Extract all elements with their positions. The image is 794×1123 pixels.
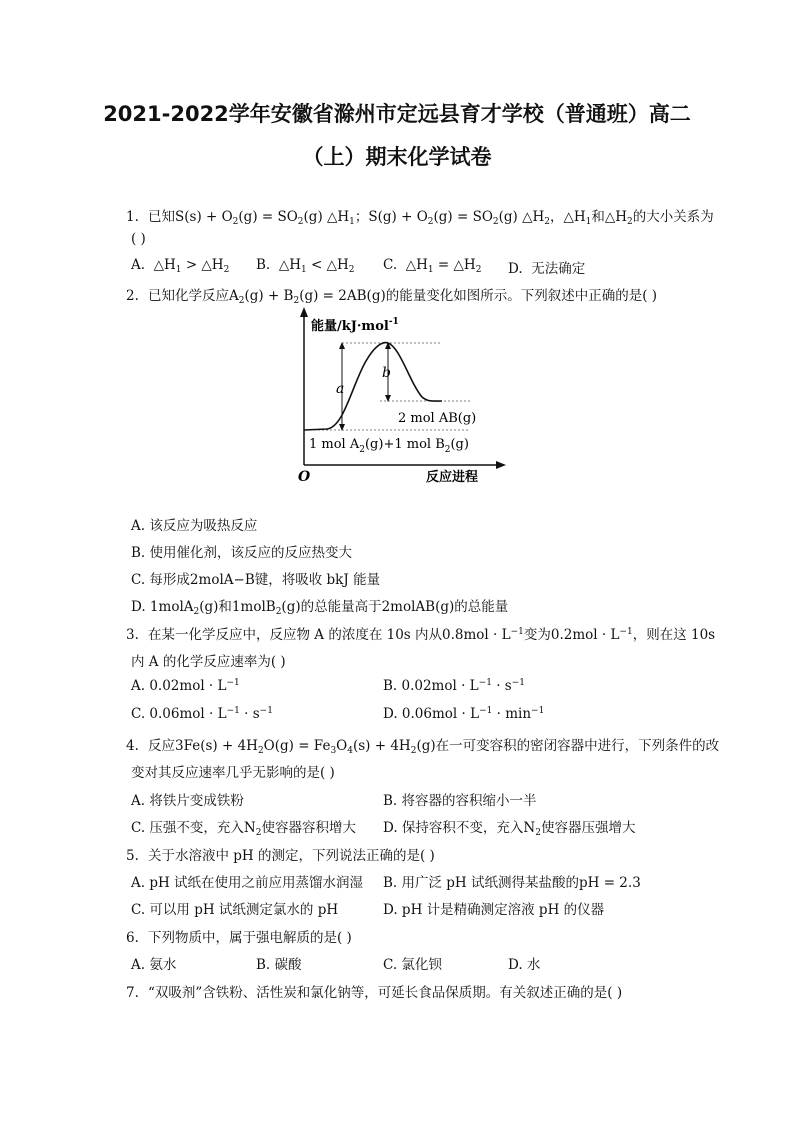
question-5-option-d[interactable]: D. pH 计是精确测定溶液 pH 的仪器	[383, 902, 605, 918]
exam-title-line2: （上）期末化学试卷	[302, 145, 492, 169]
question-5-option-a[interactable]: A. pH 试纸在使用之前应用蒸馏水润湿	[131, 875, 364, 891]
question-number: 2.	[126, 288, 139, 304]
origin-label: O	[298, 469, 311, 485]
energy-diagram	[282, 305, 512, 490]
y-axis-label: 能量/kJ·mol$^{-1}$	[311, 317, 399, 334]
question-number: 3.	[126, 627, 139, 643]
question-4-option-a[interactable]: A. 将铁片变成铁粉	[131, 793, 244, 809]
question-1-stem: 1. 已知$S(s) + O_2(g) = SO_2(g)$ $\triangle H_1$；$S(g) + O_2(g) = SO_2(g)$ $\triangle H_2$，$\triangle H_1$和$\triangle H_2$的大小关系为	[126, 209, 714, 227]
question-6-option-c[interactable]: C. 氯化钡	[383, 957, 442, 973]
question-number: 1.	[126, 209, 139, 225]
question-6-option-b[interactable]: B. 碳酸	[256, 957, 302, 973]
exam-title-line1: 2021-2022学年安徽省滁州市定远县育才学校（普通班）高二	[103, 102, 691, 126]
label-a: a	[336, 381, 345, 397]
question-4-stem-line2: 变对其反应速率几乎无影响的是( )	[131, 765, 335, 781]
question-6-stem: 6. 下列物质中，属于强电解质的是( )	[126, 930, 352, 946]
question-2-option-b[interactable]: B. 使用催化剂，该反应的反应热变大	[131, 545, 353, 561]
x-axis-arrow	[496, 461, 506, 469]
reactant-label: 1 mol $A_2(g)+1$ mol $B_2(g)$	[309, 437, 469, 455]
question-1-option-c[interactable]: C. $\triangle H_1$ = $\triangle H_2$	[383, 257, 482, 275]
question-2-stem: 2. 已知化学反应$A_2(g) + B_2(g) = 2AB(g)$的能量变化如图所示。下列叙述中正确的是( )	[126, 288, 658, 306]
question-1-option-d[interactable]: D. 无法确定	[508, 261, 586, 277]
question-7-stem: 7. “双吸剂”含铁粉、活性炭和氯化钠等，可延长食品保质期。有关叙述正确的是( )	[126, 985, 623, 1001]
question-1-option-b[interactable]: B. $\triangle H_1$ < $\triangle H_2$	[256, 257, 355, 275]
question-6-option-a[interactable]: A. 氨水	[131, 957, 177, 973]
question-4-option-b[interactable]: B. 将容器的容积缩小一半	[383, 793, 537, 809]
question-3-option-b[interactable]: B. $0.02mol \cdot L^{-1} \cdot s^{-1}$	[383, 678, 526, 694]
question-1-blank: ( )	[131, 231, 146, 247]
question-3-option-a[interactable]: A. $0.02mol \cdot L^{-1}$	[131, 678, 240, 694]
question-5-option-c[interactable]: C. 可以用 pH 试纸测定氯水的 pH	[131, 902, 339, 918]
question-4-option-c[interactable]: C. 压强不变，充入$N_2$使容器容积增大	[131, 820, 356, 838]
product-label: 2 mol AB(g)	[398, 411, 477, 426]
question-5-option-b[interactable]: B. 用广泛 pH 试纸测得某盐酸的pH = 2.3	[383, 875, 641, 891]
question-3-stem: 3. 在某一化学反应中，反应物 A 的浓度在 10s 内从$0.8mol \cdot L^{-1}$变为$0.2mol \cdot L^{-1}$，则在这 10s	[126, 627, 716, 643]
question-4-stem: 4. 反应$3Fe(s) + 4H_2O(g) = Fe_3O_4(s) + 4H_2(g)$在一可变容积的密闭容器中进行，下列条件的改	[126, 738, 720, 756]
question-3-option-c[interactable]: C. $0.06mol \cdot L^{-1} \cdot s^{-1}$	[131, 706, 273, 722]
question-3-stem-line2: 内 A 的化学反应速率为( )	[131, 654, 286, 670]
question-2-option-d[interactable]: D. 1molA$_2$(g)和1molB$_2$(g)的总能量高于2molAB(g)的总能量	[131, 599, 509, 617]
question-3-option-d[interactable]: D. $0.06mol \cdot L^{-1} \cdot \min^{-1}$	[383, 706, 545, 722]
question-number: 4.	[126, 738, 139, 754]
question-number: 6.	[126, 930, 139, 946]
question-4-option-d[interactable]: D. 保持容积不变，充入$N_2$使容器压强增大	[383, 820, 636, 838]
label-b: b	[382, 365, 391, 381]
question-number: 5.	[126, 848, 139, 864]
question-1-option-a[interactable]: A. $\triangle H_1$ > $\triangle H_2$	[131, 257, 230, 275]
question-5-stem: 5. 关于水溶液中 pH 的测定，下列说法正确的是( )	[126, 848, 435, 864]
y-axis-arrow	[300, 307, 308, 317]
question-6-option-d[interactable]: D. 水	[508, 957, 541, 973]
question-number: 7.	[126, 985, 139, 1001]
x-axis-label: 反应进程	[426, 470, 479, 485]
question-2-option-a[interactable]: A. 该反应为吸热反应	[131, 518, 258, 534]
question-2-option-c[interactable]: C. 每形成2molA−B键，将吸收 bkJ 能量	[131, 572, 381, 588]
